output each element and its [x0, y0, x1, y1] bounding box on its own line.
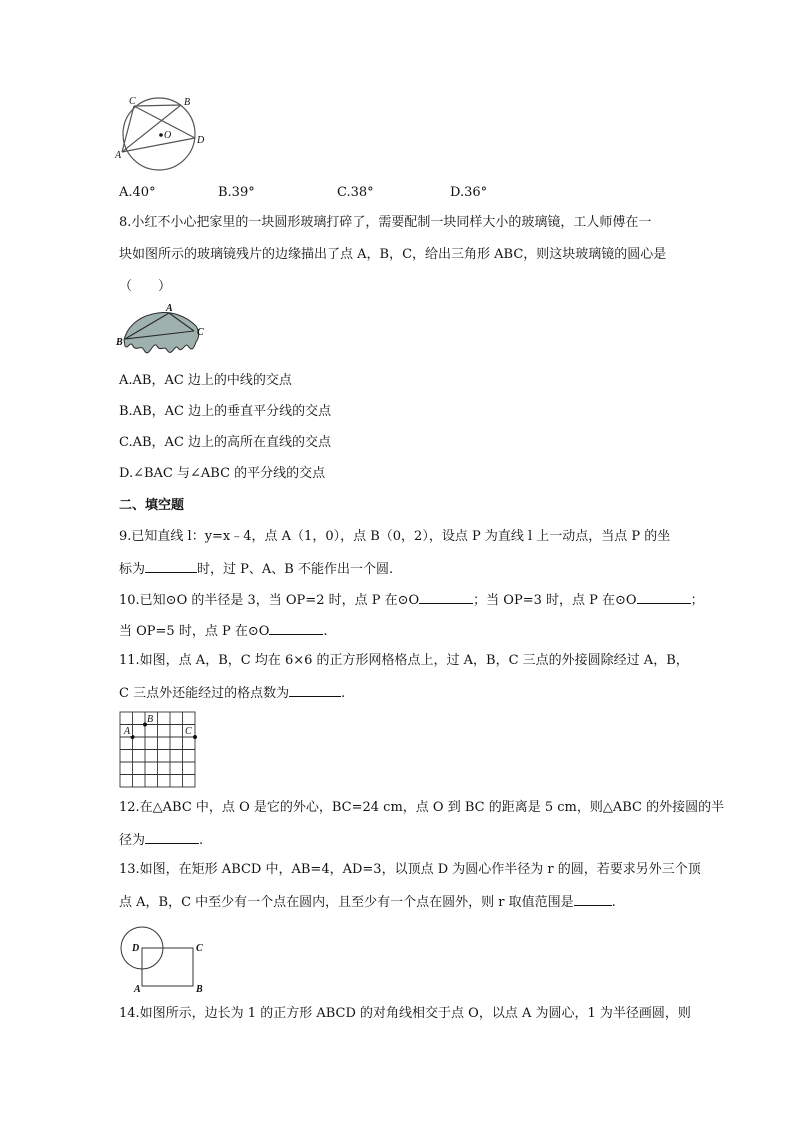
q7-segment [134, 105, 181, 106]
q13-line-1: 13.如图，在矩形 ABCD 中，AB=4，AD=3，以顶点 D 为圆心作半径为 r 的圆，若要求另外三个顶 [119, 862, 701, 877]
q11-text-pre: C 三点外还能经过的格点数为 [119, 686, 290, 701]
q14-line-1: 14.如图所示，边长为 1 的正方形 ABCD 的对角线相交于点 O，以点 A 为圆心，1 为半径画圆，则 [119, 1006, 691, 1021]
section-title-fill-in: 二、填空题 [119, 498, 185, 513]
q10-text-d: 当 OP=5 时，点 P 在⊙O [119, 624, 270, 639]
q7-option-b: B.39° [218, 185, 255, 200]
q13-label-a: A [134, 984, 141, 994]
q12-line-2 [119, 829, 203, 851]
q8-label-b: B [116, 337, 123, 348]
q7-label-c: C [129, 96, 136, 107]
q9-text-post: 时，过 P、A、B 不能作出一个圆. [197, 562, 394, 577]
q12-text-post: . [199, 833, 204, 848]
q11-line-2 [119, 682, 345, 704]
q13-label-d: D [132, 943, 140, 954]
q13-rectangle-figure [116, 924, 212, 994]
q13-line-2 [119, 891, 616, 913]
q11-label-b: B [147, 714, 154, 725]
q11-line-1: 11.如图，点 A，B，C 均在 6×6 的正方形网格格点上，过 A，B，C 三点的外接圆除经过 A，B， [119, 653, 689, 668]
q8-option-a: A.AB，AC 边上的中线的交点 [119, 373, 292, 388]
q7-label-o: O [164, 130, 172, 141]
q13-text-pre: 点 A，B，C 中至少有一个点在圆内，且至少有一个点在圆外，则 r 取值范围是 [119, 895, 574, 910]
q8-glass-fragment-figure [114, 302, 206, 362]
q11-label-c: C [185, 726, 192, 737]
q7-option-a: A.40° [119, 185, 156, 200]
q10-text-a: 10.已知⊙O 的半径是 3，当 OP=2 时，点 P 在⊙O [119, 593, 420, 608]
q12-line-1: 12.在△ABC 中，点 O 是它的外心，BC=24 cm，点 O 到 BC 的距离是 5 cm，则△ABC 的外接圆的半 [119, 800, 725, 815]
q7-label-d: D [197, 135, 205, 146]
q10-answer-blank-1[interactable] [419, 589, 473, 604]
q7-segment [122, 138, 195, 152]
q11-grid-figure [118, 710, 198, 790]
q10-text-c: ； [690, 593, 704, 608]
q8-line-2: 块如图所示的玻璃镜残片的边缘描出了点 A，B，C，给出三角形 ABC，则这块玻璃镜的圆心是 [119, 247, 667, 262]
q11-grid [120, 712, 195, 787]
q10-line-1 [119, 589, 704, 611]
q13-text-post: . [611, 895, 616, 910]
q9-text-pre: 标为 [119, 562, 146, 577]
q9-answer-blank[interactable] [145, 558, 197, 573]
q7-option-d: D.36° [450, 185, 488, 200]
q11-answer-blank[interactable] [289, 682, 341, 697]
q11-label-a: A [124, 726, 131, 737]
q7-option-c: C.38° [337, 185, 374, 200]
q8-label-c: C [197, 327, 204, 338]
q7-label-a: A [115, 150, 122, 161]
q8-option-d: D.∠BAC 与∠ABC 的平分线的交点 [119, 466, 326, 481]
q13-answer-blank[interactable] [574, 891, 612, 906]
q11-text-post: . [341, 686, 346, 701]
q7-center-dot [159, 133, 163, 137]
q10-answer-blank-2[interactable] [637, 589, 691, 604]
q13-rectangle-abcd [142, 948, 193, 986]
q10-text-e: . [323, 624, 328, 639]
q7-label-b: B [184, 97, 191, 108]
q13-label-b: B [196, 984, 203, 994]
q12-answer-blank[interactable] [145, 829, 199, 844]
q11-point-c [193, 735, 197, 739]
q10-line-2 [119, 620, 328, 642]
q10-text-b: ；当 OP=3 时，点 P 在⊙O [473, 593, 637, 608]
q8-option-b: B.AB，AC 边上的垂直平分线的交点 [119, 404, 332, 419]
q10-answer-blank-3[interactable] [269, 620, 323, 635]
q7-circle-figure [114, 95, 210, 177]
q12-text-pre: 径为 [119, 833, 146, 848]
q8-line-1: 8.小红不小心把家里的一块圆形玻璃打碎了，需要配制一块同样大小的玻璃镜，工人师傅在一 [119, 215, 652, 230]
q13-label-c: C [196, 943, 203, 954]
q9-line-2 [119, 558, 393, 580]
q8-label-a: A [166, 303, 173, 314]
q8-line-3: （ ） [119, 279, 172, 294]
q9-line-1: 9.已知直线 l：y=x﹣4，点 A（1，0），点 B（0，2），设点 P 为直线 l 上一动点，当点 P 的坐 [119, 529, 671, 544]
q8-option-c: C.AB，AC 边上的高所在直线的交点 [119, 435, 332, 450]
